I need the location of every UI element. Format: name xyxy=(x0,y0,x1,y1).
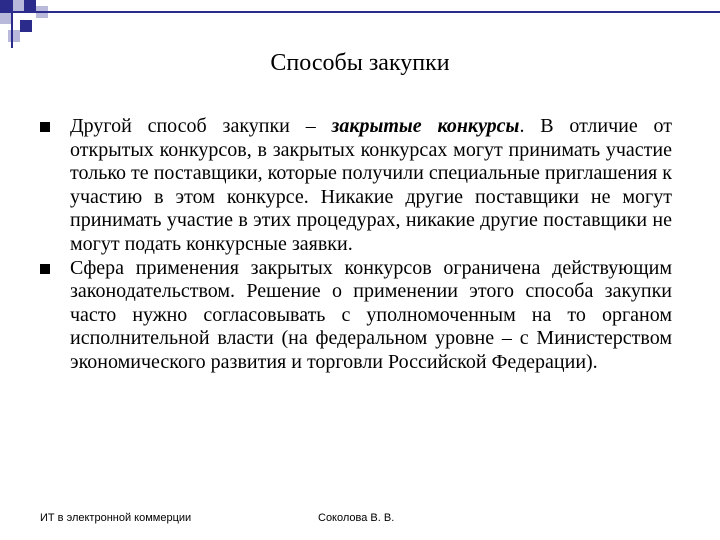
bullet-item-1 xyxy=(40,115,672,257)
square-bullet-icon xyxy=(40,122,50,132)
bullet-1-emphasis: закрытые конкурсы xyxy=(331,115,520,137)
bullet-1-text-rest: . В отличие от открытых конкурсов, в закрытых конкурсах могут принимать участие только те поставщики, которые получили специальные приглашения к участию в этом конкурсе. Никакие другие поставщики не могут принимать участие в этих процедурах, никакие другие поставщики не могут подать конкурсные заявки. xyxy=(70,115,672,255)
deco-square-dark-3 xyxy=(20,20,32,32)
deco-line-vertical xyxy=(11,0,13,48)
bullet-item-2 xyxy=(40,257,672,375)
deco-square-light-4 xyxy=(8,30,20,42)
slide-title: Способы закупки xyxy=(270,50,450,76)
square-bullet-icon xyxy=(40,264,50,274)
bullet-2-text: Сфера применения закрытых конкурсов ограничена действующим законодательством. Решение о применении этого способа закупки часто нужно согласовывать с уполномоченным на то органом исполнительной власти (на федеральном уровне – с Министерством экономического развития и торговли Российской Федерации). xyxy=(70,256,672,373)
bullet-list xyxy=(40,115,672,375)
bullet-1-text-start: Другой способ закупки – xyxy=(70,115,332,137)
deco-line-horizontal xyxy=(0,11,720,13)
footer-course-name: ИТ в электронной коммерции xyxy=(40,512,192,524)
footer-author: Соколова В. В. xyxy=(318,512,395,524)
